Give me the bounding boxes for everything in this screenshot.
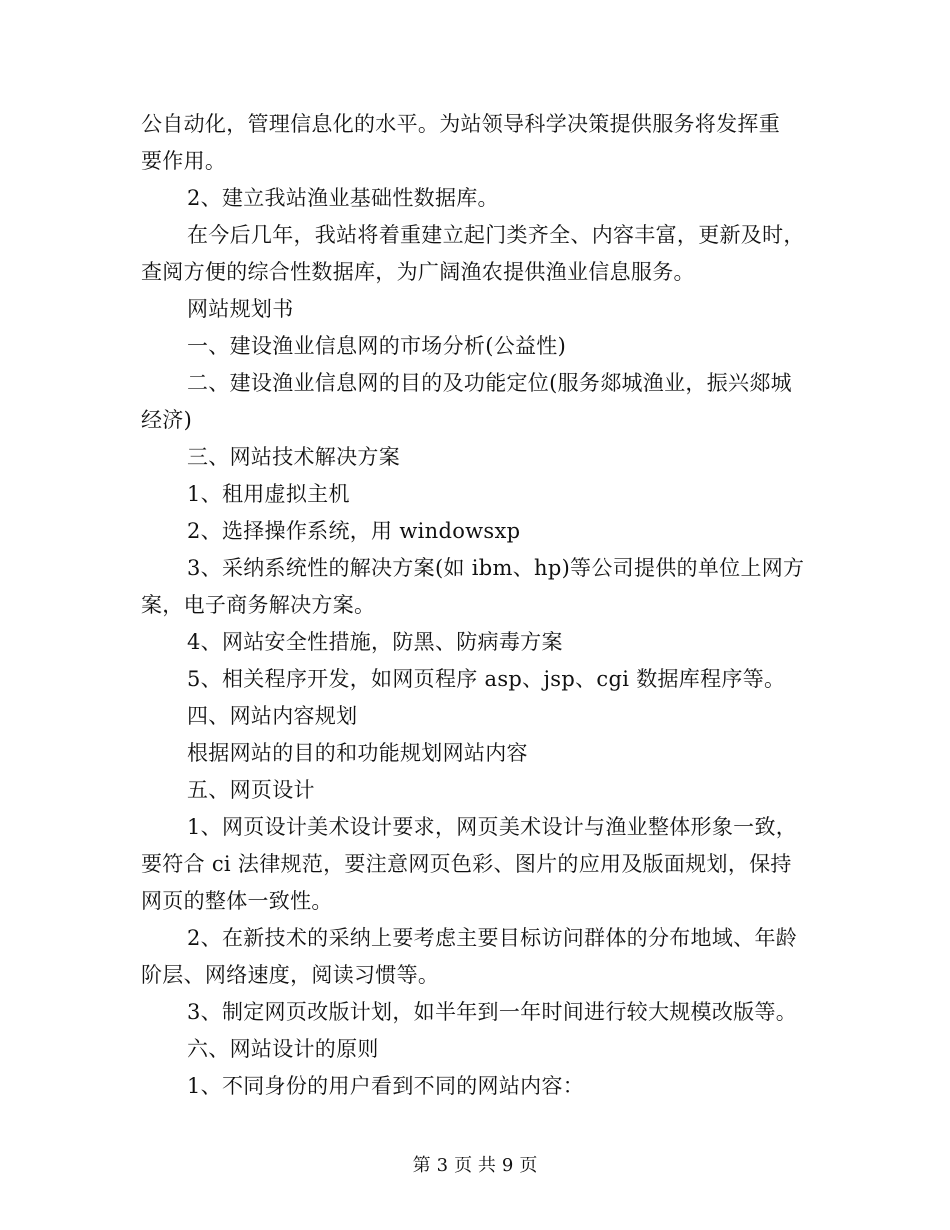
footer-page-number: 3 bbox=[436, 1155, 449, 1176]
text-line: 经济) bbox=[141, 408, 193, 432]
text-line: 四、网站内容规划 bbox=[187, 704, 358, 728]
footer-prefix: 第 bbox=[412, 1155, 431, 1176]
text-line: 2、建立我站渔业基础性数据库。 bbox=[187, 186, 499, 210]
text-line: 1、不同身份的用户看到不同的网站内容： bbox=[187, 1074, 585, 1098]
footer-suffix: 页 bbox=[519, 1155, 538, 1176]
text-line: 4、网站安全性措施，防黑、防病毒方案 bbox=[187, 630, 563, 654]
footer-total-pages: 9 bbox=[501, 1155, 514, 1176]
text-line: 查阅方便的综合性数据库，为广阔渔农提供渔业信息服务。 bbox=[141, 260, 695, 284]
text-line: 阶层、网络速度，阅读习惯等。 bbox=[141, 963, 440, 987]
text-line: 3、制定网页改版计划，如半年到一年时间进行较大规模改版等。 bbox=[187, 1000, 798, 1024]
text-line: 网页的整体一致性。 bbox=[141, 889, 333, 913]
footer-middle: 页 共 bbox=[454, 1155, 496, 1176]
text-line: 3、采纳系统性的解决方案(如 ibm、hp)等公司提供的单位上网方 bbox=[187, 556, 805, 580]
text-line: 五、网页设计 bbox=[187, 778, 315, 802]
text-line: 案，电子商务解决方案。 bbox=[141, 593, 376, 617]
text-line: 网站规划书 bbox=[187, 297, 294, 321]
document-body bbox=[141, 106, 813, 1105]
text-line: 六、网站设计的原则 bbox=[187, 1037, 379, 1061]
text-line: 在今后几年，我站将着重建立起门类齐全、内容丰富，更新及时， bbox=[187, 223, 805, 247]
text-line: 二、建设渔业信息网的目的及功能定位(服务郯城渔业，振兴郯城 bbox=[187, 371, 792, 395]
text-line: 要符合 ci 法律规范，要注意网页色彩、图片的应用及版面规划，保持 bbox=[141, 852, 792, 876]
text-line: 一、建设渔业信息网的市场分析(公益性) bbox=[187, 334, 567, 358]
page-footer bbox=[0, 1152, 950, 1180]
text-line: 5、相关程序开发，如网页程序 asp、jsp、cgi 数据库程序等。 bbox=[187, 667, 786, 691]
text-line: 三、网站技术解决方案 bbox=[187, 445, 400, 469]
text-line: 1、网页设计美术设计要求，网页美术设计与渔业整体形象一致， bbox=[187, 815, 798, 839]
text-line: 要作用。 bbox=[141, 149, 227, 173]
text-line: 根据网站的目的和功能规划网站内容 bbox=[187, 741, 528, 765]
text-line: 1、租用虚拟主机 bbox=[187, 482, 350, 506]
text-line: 公自动化，管理信息化的水平。为站领导科学决策提供服务将发挥重 bbox=[141, 112, 780, 136]
text-line: 2、选择操作系统，用 windowsxp bbox=[187, 519, 521, 543]
text-line: 2、在新技术的采纳上要考虑主要目标访问群体的分布地域、年龄 bbox=[187, 926, 798, 950]
